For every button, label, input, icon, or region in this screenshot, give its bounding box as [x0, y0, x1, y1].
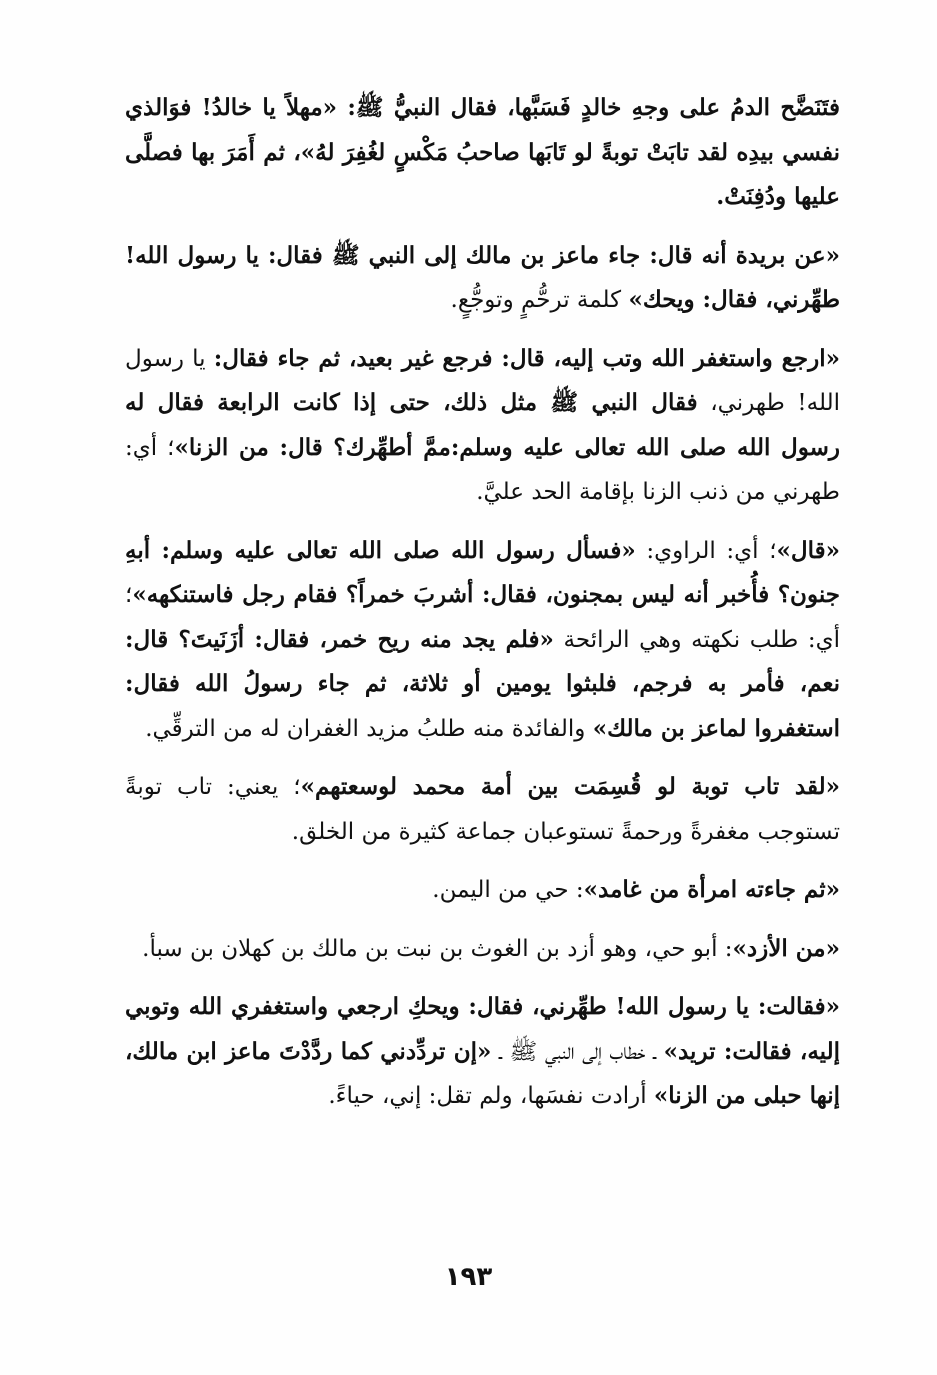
hadith-text: «عن بريدة أنه قال: جاء ماعز بن مالك إلى النبي ﷺ فقال: يا رسول الله! طهِّرني، فقال: ويحك» [125, 241, 840, 313]
commentary-text: : أبو حي، وهو أزد بن الغوث بن نبت بن مالك بن كهلان بن سبأ. [142, 935, 733, 962]
hadith-text: «فلم يجد منه ريح خمر، فقال: أزَنَيتَ؟ قال: نعم، فأمر به فرجم، فلبثوا يومين أو ثلاثة، ثم جاء رسولُ الله فقال: استغفروا لماعز بن مالك» [125, 625, 840, 742]
paragraph [125, 985, 840, 1119]
hadith-text: «من الأزد» [732, 934, 840, 962]
paragraph [125, 529, 840, 752]
body-text [125, 86, 840, 1133]
commentary-text: ؛ أي: طهرني من ذنب الزنا بإقامة الحد عليَّ. [125, 434, 840, 505]
hadith-text: فتَنَضَّح الدمُ على وجهِ خالدٍ فَسَبَّها، فقال النبيُّ ﷺ: «مهلاً يا خالدُ! فوَالذي نفسي بيدِه لقد تابَتْ توبةً لو تَابَها صاحبُ مَكْسٍ لغُفِرَ لهُ»، ثم أَمَرَ بها فصلَّى عليها ودُفِنَتْ. [125, 94, 840, 210]
commentary-text: كلمة ترحُّمٍ وتوجُّعٍ. [450, 287, 629, 313]
commentary-text: : حي من اليمن. [432, 877, 584, 903]
hadith-text: «ثم جاءته امرأة من غامد» [583, 876, 840, 903]
page-number: ١٩٣ [444, 1262, 493, 1292]
hadith-text: «قال» [776, 536, 840, 564]
hadith-text: «إن تردِّدني كما ردَّدْتَ ماعز ابن مالك، إنها حبلى من الزنا» [125, 1037, 840, 1109]
commentary-text: أرادت نفسَها، ولم تقل: إني، حياءً. [328, 1083, 654, 1109]
hadith-text: فقال النبي ﷺ مثل ذلك، حتى إذا كانت الرابعة فقال له رسول الله صلى الله تعالى عليه وسلم:ممَّ أطهِّرك؟ قال: من الزنا» [125, 389, 841, 461]
commentary-text: يا رسول الله! طهرني، [125, 345, 840, 416]
paragraph [125, 234, 840, 323]
hadith-text: «فسأل رسول الله صلى الله تعالى عليه وسلم: أبهِ جنون؟ فأُخبر أنه ليس بمجنون، فقال: أشربَ خمراً؟ فقام رجل فاستنكهه» [125, 536, 840, 608]
hadith-text: «لقد تاب توبة لو قُسِمَت بين أمة محمد لوسعتهم» [300, 773, 840, 800]
commentary-text: ؛ أي: طلب نكهته وهي الرائحة [125, 582, 840, 653]
paragraph [125, 765, 840, 854]
paragraph [125, 86, 840, 220]
commentary-text: ؛ يعني: تاب توبةً تستوجب مغفرةً ورحمةً تستوعبان جماعة كثيرة من الخلق. [125, 774, 840, 845]
commentary-text: والفائدة منه طلبُ مزيد الغفران له من الترقِّي. [145, 715, 593, 742]
paragraph [125, 337, 840, 515]
hadith-text: «فقالت: يا رسول الله! طهِّرني، فقال: ويحكِ ارجعي واستغفري الله وتوبي إليه، فقالت: تريد» [125, 993, 840, 1065]
commentary-text: ـ خطاب إلى النبي ﷺ ـ [491, 1038, 664, 1065]
hadith-text: «ارجع واستغفر الله وتب إليه، قال: فرجع غير بعيد، ثم جاء فقال: [213, 344, 840, 372]
paragraph [125, 927, 840, 972]
paragraph [125, 868, 840, 913]
commentary-text: ؛ أي: الراوي: [635, 537, 777, 564]
